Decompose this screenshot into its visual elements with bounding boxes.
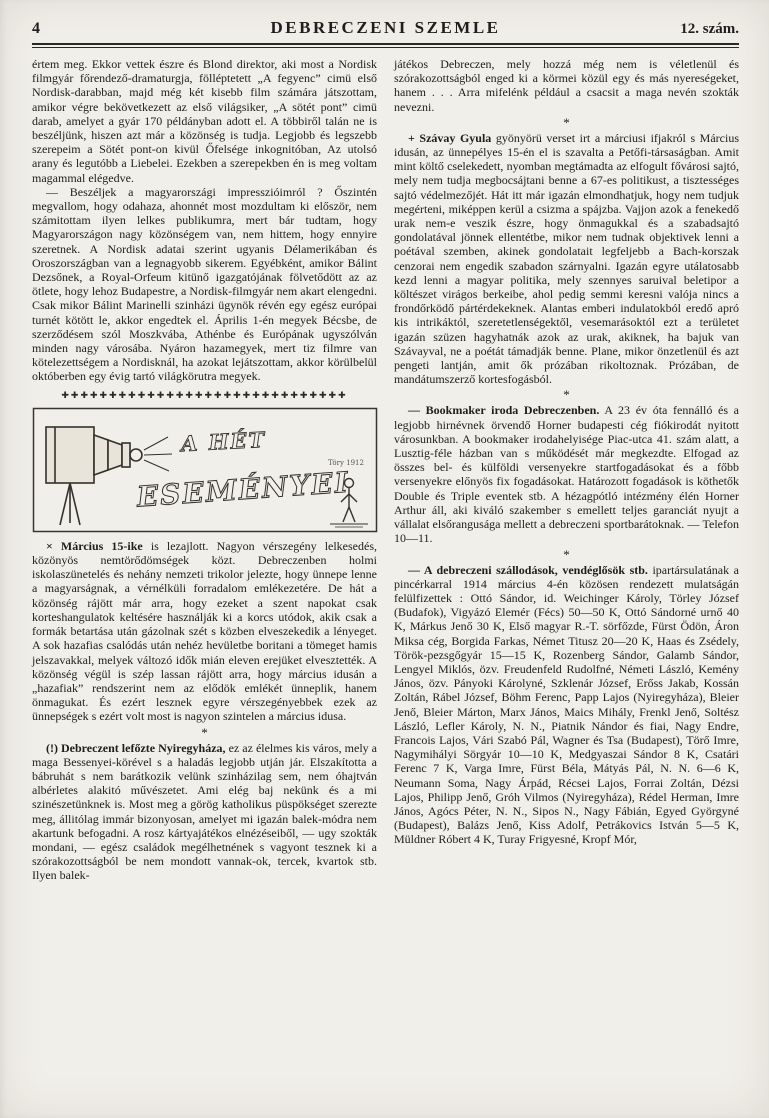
illustration-title-line1: A HÉT bbox=[180, 426, 267, 457]
paragraph-lead: — A debreczeni szállodások, vendéglősök stb. bbox=[408, 562, 648, 577]
paragraph-interview-continuation bbox=[32, 57, 377, 185]
left-column bbox=[32, 57, 377, 883]
paragraph-nyiregyhaza bbox=[32, 741, 377, 883]
paragraph-lead: (!) Debreczent lefőzte Nyiregyháza, bbox=[46, 740, 226, 755]
paragraph-text: ez az élelmes kis város, mely a maga Bessenyei-körével s a haladás legjobb utján jár. Elszakította a bábruhát s nem barátkozik velünk szinházilag sem, nem óhajtván albérletes alakitó művészetet. Ami elég baj nekünk és a mi szinészetünknek is. Most meg a görög katholikus püspökséget szerezte meg, állitólag immár bizonyosan, amelyet mi igazán balek-módra nem akartunk befogadni. A rosz kártyajátékos elnézéseiből, — ugy szokták mondani, — egész családok megélhetnének s vagyont tesznek ki a szórakozottságból be nem mondott vannak-ok, tercek, kvartok stb. Ilyen balek- bbox=[32, 740, 377, 883]
header-rule-bottom bbox=[32, 47, 739, 48]
paragraph-lead: — Bookmaker iroda Debreczenben. bbox=[408, 403, 600, 418]
paragraph-bookmaker-iroda bbox=[394, 403, 739, 545]
paragraph-lead: × Március 15-ike bbox=[46, 538, 143, 553]
paragraph-text: játékos Debreczen, mely hozzá még nem is véletlenül és szórakozottságból enged ki a körmei közül egy és más nyereségeket, hanem . . . Arra mifelénk például a csacsit a maga nevén szokták nevezni. bbox=[394, 57, 739, 114]
page-number: 4 bbox=[32, 20, 40, 37]
paragraph-text: is lezajlott. Nagyon vérszegény lelkesedés, közönyös nemtörődömségek közt. Debreczenben holmi iskolaszünetelés és nehány nemzeti trikolor jelezte, hogy ünnepe lenne a magyarságnak, a vérnélküli forradalom emlékezetére. De hát a közönség rájött már arra, hogy ezeket a szent napokat csak korteshangulatok keltésére használják ki a korcs utódok, akik csak a formák betartása után gázolnak szét s közben elveszekedik a lényeget. A sok hazafias csalódás után nehéz hevületbe boritani a tömeget hamis jelszavakkal, melyek változó idők mián eleven erejüket elvesztették. A közönség végül is szép lassan rájött arra, hogy március idusán a „hazafiak” rendszerint nem az elődök emlékét ünneplik, hanem önmagukat. És ezért lesznek egyre vérszegényebbek ezek az ünnepségek s ezért volt most is nagyon szintelen a március idusa. bbox=[32, 538, 378, 724]
right-column bbox=[394, 57, 739, 883]
header-rule-top bbox=[32, 43, 739, 45]
paragraph-interview-impressions bbox=[32, 185, 377, 384]
paragraph-szallodasok-mulatsag bbox=[394, 563, 739, 847]
paragraph-text: — Beszéljek a magyarországi impresszióimról ? Őszintén megvallom, hogy odahaza, ahonnét most mozdultam ki először, nem számitottam ilyen lelkes publikumra, mert bár tudtam, hogy Magyarországon nagy közönségem van, nem hittem, hogy ennyire szeretnek. A Nordisk adatai szerint ugyanis Délamerikában és Oroszországban van a legnagyobb sikerem. Egyébként, amikor Bálint Dezsőnek, a Royal-Orfeum kitünő igazgatójának fölvetődött az az ötlete, hogy lehoz Budapestre, a Nordisk-filmgyár nem akart elengedni. Csak mikor Bálint Marinelli szinházi ügynök révén egy egész európai turnét kötött le, akkor engedtek el. Április 1-én megyek Bécsbe, de szerződésem szól Moszkvába, Athénbe és Európának ugyszólván minden nagy városába. Nyáron hazamegyek, mert tiz filmre van kötelezettségem a Nordisknál, ha azokat lejátszottam, akkor körülbelül októberben egy évig tartó világkörutra megyek. bbox=[32, 184, 377, 384]
paragraph-lead: + Szávay Gyula bbox=[408, 130, 492, 145]
article-columns bbox=[32, 57, 739, 883]
paragraph-text: ipartársulatának a pincérkarral 1914 március 4-én közösen rendezett mulatságán felülfizettek : Ottó Sándor, id. Weichinger Károly, Törley József (Budafok), Vigyázó Elemér (Fécs) 50—50 K, Ottó Sándorné urnő 40 K, Márkus Jenő 30 K, Első magyar R.-T. sörfőzde, Fürst Ödön, Áron Miksa cég, Borgida Farkas, Német Titusz 20—20 K, Haas és Zsédely, Török-pezsgőgyár 15—15 K, Rozenberg Sándor, Galamb Sándor, Lengyel Miklós, özv. Freudenfeld Rudolfné, Németi László, Kemény János, özv. Pányoki Károlyné, Szklenár József, Erőss Jakab, Kossán Zoltán, Rábel József, Böhm Ferenc, Papp Lajos (Nyiregyháza), Bleier Jenő, Bleier Márton, Marx János, Maics Mihály, Frenkl Jenő, Soltész László, Lefler Károly, N. N., Piatnik Nándor és fiai, Nagy Endre, Francois Lajos, Vári Szabó Pál, Wagner és Tsa (Budapest), Törő Imre, Nagymihályi Sörgyár 10—10 K, Medgyaszai Sándor 8 K, Csatári Ferenc 7 K, Varga Imre, Fürst Béla, Mátyás Pál, N. N. 6—6 K, Neumann Soma, Nagy Árpád, Récsei Lajos, Forrai Zoltán, Dézsi Lajos, Philipp Jenő, Gróh Vilmos (Nyiregyháza), Rédel Herman, Imre János, Agócs Péter, N. N., Sipos N., Nagy Fábián, Egyed Györgyné (Budapest), Balázs Jenő, Kiss Adolf, Petrákovics István 5—5 K, Müldner Róbert 4 K, Turay Frigyesné, Kropf Mór, bbox=[394, 562, 739, 847]
paragraph-text: A 23 év óta fennálló és a legjobb hirnévnek örvendő Horner budapesti cég fiókirodát nyitott városunkban. A bookmaker irodahelyisége Piac-utca 41. szám alatt, a Lusztig-féle házban van s működését már megkezdte. Elfogad az összes bel- és külföldi versenyekre startfogadásokat és a főbb versenyekre előnyös fix fogadásokat. Határozott fogadások is köthetők Double és Triple eventek stb. A hézagpótló intézmény élén Horner Arthur áll, aki kiváló szakember s emellett teljes garanciát nyujt a vállalat elsőrangusága mellett a debreczeni sportbarátoknak. — Telefon 10—11. bbox=[394, 403, 740, 546]
paragraph-text: értem meg. Ekkor vettek észre és Blond direktor, aki most a Nordisk filmgyár főrendező-dramaturgja, fölléptetett „A fegyenc” cimü első Nordisk-darabban, majd még két kisebb film számára játszottam, amikor végre bekövetkezett az első világsiker, „A sötét pont” cimü darab, amelyet a gyár 170 példányban adott el. A többiről talán ne is beszéljünk, hiszen azt már a közönség is tudja. Legjobb és legszebb szerepeim a Sötét pont-on kivül Őfelsége inkognitóban, Az utolsó arany és legutóbb a Liebelei. Ezekben a szerepekben én is meg voltam magammal elégedve. bbox=[32, 57, 377, 185]
paragraph-nyiregyhaza-continuation bbox=[394, 57, 739, 114]
star-separator: * bbox=[563, 546, 570, 562]
star-separator: * bbox=[563, 387, 570, 403]
issue-number: 12. szám. bbox=[680, 21, 739, 37]
artist-signature: Töry 1912 bbox=[328, 458, 364, 467]
illustration-title-line2: ESEMÉNYEI bbox=[135, 465, 351, 514]
masthead-title: DEBRECZENI SZEMLE bbox=[270, 18, 501, 37]
page-header bbox=[32, 18, 739, 38]
paragraph-march-15 bbox=[32, 539, 377, 724]
star-separator: * bbox=[201, 724, 208, 740]
paragraph-szavay-gyula bbox=[394, 131, 739, 387]
week-events-illustration bbox=[32, 407, 377, 533]
cross-ornament-row: ✚✚✚✚✚✚✚✚✚✚✚✚✚✚✚✚✚✚✚✚✚✚✚✚✚✚✚✚✚✚ bbox=[61, 390, 348, 401]
paragraph-text: gyönyörü verset irt a márciusi ifjakról s Március idusán, az ünnepélyes 15-én el is szavalta a Petőfi-társaságban. Amit mint költő cselekedett, nyomban megtámadta az elfogult fővárosi sajtó, mely nem tudja megbocsájtani benne a 67-es politikust, a tisztességes sajtó védelmezőjét. Hát itt már igazán elmondhatjuk, hogy nem tudjuk megérteni, miképpen kerül a csizma a spájzba. Vajjon azok a fenekedő urak nem-e veszik észre, hogy önmagukkal és a szabadsajtó gondolatával jönnek ellentétbe, mikor nem tudnak objektivek lenni a poétával szemben, akinek gondolatait legfeljebb a Bach-korszak cenzorai nem engedik szabadon szárnyalni. Igazán egyre utálatosabb kezd lenni a magyar politika, mely szennyes saruival beletipor a költészet virágos berkeibe, ahol pedig semmi keresni valója nincs a frondőrködő pártérdekeknek. Alantas emberi indulatokból eredő apró kis intrikáktól, szeretetlenségektől, vesemarásoktól ezt a területet igazán szüzen hagyhatnák azok az urak, akiknek, ha bajuk van Szávayval, ne a poétát támadják benne. Plane, mikor önzetlenül és azt pengeti lantján, amit ők prózában rikoltoznak. Prózában, de mandátumszerző kortesfogásból. bbox=[394, 130, 739, 387]
star-separator: * bbox=[563, 114, 570, 130]
